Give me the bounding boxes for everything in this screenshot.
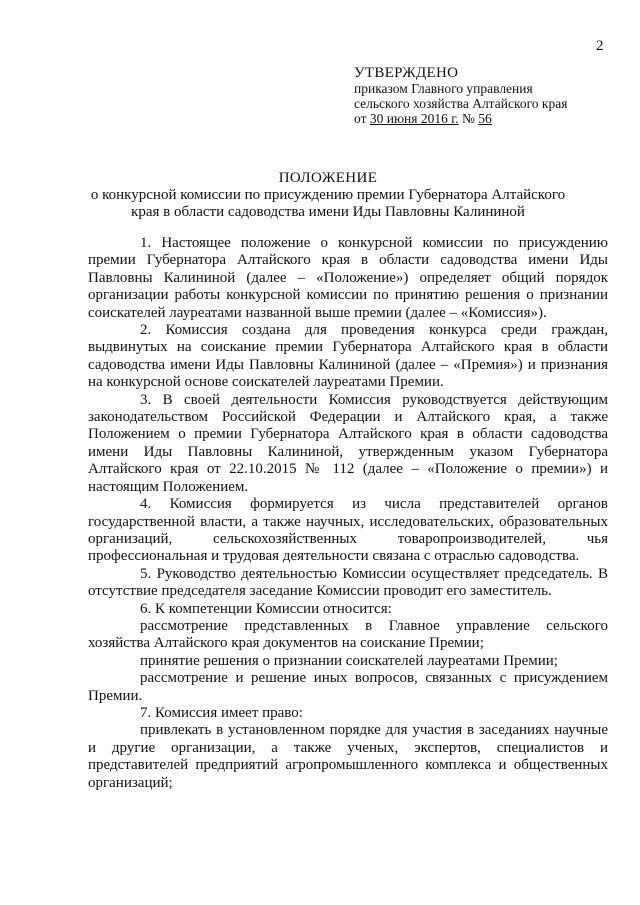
paragraph-6-item-3: рассмотрение и решение иных вопросов, связанных с присуждением Премии. [88, 670, 608, 704]
paragraph-4: 4. Комиссия формируется из числа представителей органов государственной власти, а также научных, исследовательских, образовательных организаций, сельскохозяйственных товаропроизводителей, чья профессиональная и трудовая деятельности связана с отраслью садоводства. [88, 496, 608, 565]
approval-stamp-block [354, 66, 567, 126]
approval-number: 56 [478, 111, 492, 126]
paragraph-6-item-1: рассмотрение представленных в Главное управление сельского хозяйства Алтайского края документов на соискание Премии; [88, 617, 608, 652]
approval-date-line [354, 111, 567, 126]
paragraph-6: 6. К компетенции Комиссии относится: [140, 600, 392, 617]
document-body [88, 235, 608, 792]
paragraph-3: 3. В своей деятельности Комиссия руководствуется действующим законодательством Российской Федерации и Алтайского края, а также Положением о премии Губернатора Алтайского края в области садоводства имени Иды Павловны Калининой, утвержденным указом Губернатора Алтайского края от 22.10.2015 № 112 (далее – «Положение о премии») и настоящим Положением. [88, 391, 608, 495]
paragraph-6-item-2: принятие решения о признании соискателей лауреатами Премии; [140, 652, 558, 669]
approval-date: 30 июня 2016 г. [369, 111, 459, 126]
approval-line-1: приказом Главного управления [354, 81, 533, 96]
document-subtitle: о конкурсной комиссии по присуждению премии Губернатора Алтайского края в области садоводства имени Иды Павловны Калининой [90, 187, 566, 220]
paragraph-7: 7. Комиссия имеет право: [140, 704, 303, 721]
document-title-block [88, 170, 568, 221]
document-title: ПОЛОЖЕНИЕ [278, 170, 378, 186]
approval-number-label: № [458, 111, 479, 126]
paragraph-2: 2. Комиссия создана для проведения конкурса среди граждан, выдвинутых на соискание премии Губернатора Алтайского края в области садоводства имени Иды Павловны Калининой (далее – «Премия») и признания на конкурсной основе соискателей лауреатами Премии. [88, 322, 608, 391]
paragraph-1: 1. Настоящее положение о конкурсной комиссии по присуждению премии Губернатора Алтайского края в области садоводства имени Иды Павловны Калининой (далее – «Положение») определяет общий порядок организации работы конкурсной комиссии по принятию решения о признании соискателей лауреатами названной выше премии (далее – «Комиссия»). [88, 235, 608, 321]
paragraph-7-item-1: привлекать в установленном порядке для участия в заседаниях научные и другие организации, а также ученых, экспертов, специалистов и представителей предприятий агропромышленного комплекса и общественных организаций; [88, 722, 608, 791]
approval-date-prefix: от [354, 111, 370, 126]
paragraph-5: 5. Руководство деятельностью Комиссии осуществляет председатель. В отсутствие председателя заседание Комиссии проводит его заместитель. [88, 565, 608, 600]
page-number: 2 [596, 38, 604, 54]
approval-heading: УТВЕРЖДЕНО [354, 65, 459, 81]
approval-line-2: сельского хозяйства Алтайского края [354, 96, 568, 111]
